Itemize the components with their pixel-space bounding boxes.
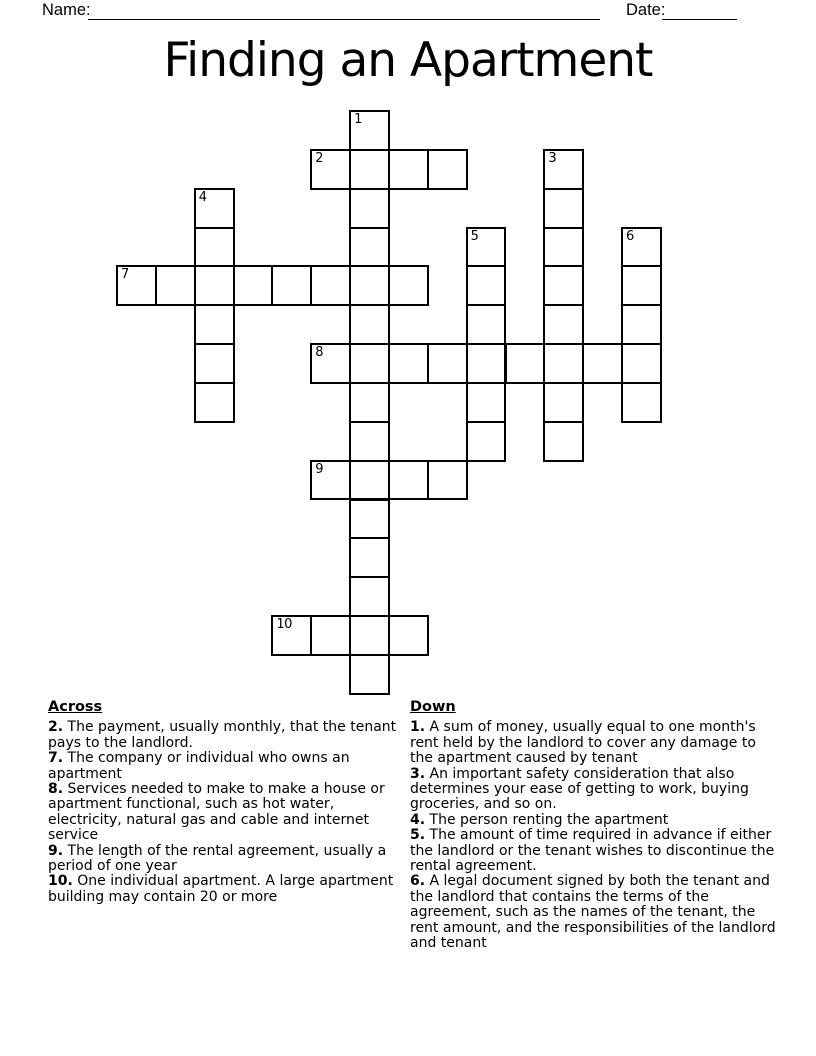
- cell-number: 3: [548, 150, 557, 166]
- grid-cell[interactable]: [349, 304, 390, 345]
- grid-cell[interactable]: [349, 576, 390, 617]
- grid-cell[interactable]: [543, 265, 584, 306]
- clue-number: 10.: [48, 873, 73, 890]
- grid-cell[interactable]: [349, 265, 390, 306]
- across-heading: Across: [48, 699, 103, 715]
- grid-cell[interactable]: [349, 537, 390, 578]
- grid-cell[interactable]: [543, 304, 584, 345]
- grid-cell[interactable]: [349, 499, 390, 540]
- across-list: [48, 720, 406, 905]
- clue-across-2: 2. The payment, usually monthly, that the tenant pays to the landlord.: [48, 719, 397, 751]
- grid-cell[interactable]: [349, 188, 390, 229]
- clue-number: 3.: [410, 765, 426, 782]
- grid-cell[interactable]: [271, 265, 312, 306]
- grid-cell[interactable]: [310, 343, 351, 384]
- grid-cell[interactable]: [621, 227, 662, 268]
- grid-cell[interactable]: [388, 343, 429, 384]
- cell-number: 2: [315, 150, 324, 166]
- clue-down-3: 3. An important safety consideration that also determines your ease of getting to work, buying groceries, and so on.: [410, 765, 749, 813]
- clue-number: 2.: [48, 719, 64, 736]
- grid-cell[interactable]: [388, 615, 429, 656]
- grid-cell[interactable]: [349, 343, 390, 384]
- grid-cell[interactable]: [427, 149, 468, 190]
- grid-cell[interactable]: [543, 188, 584, 229]
- cell-number: 1: [354, 112, 362, 127]
- clue-down-1: 1. A sum of money, usually equal to one month's rent held by the landlord to cover any damage to the apartment caused by tenant: [410, 719, 756, 767]
- clue-number: 7.: [48, 750, 64, 767]
- grid-cell[interactable]: [427, 460, 468, 501]
- grid-cell[interactable]: [466, 265, 507, 306]
- grid-cell[interactable]: [271, 615, 312, 656]
- grid-cell[interactable]: [543, 382, 584, 423]
- clue-number: 5.: [410, 827, 426, 844]
- grid-cell[interactable]: [466, 227, 507, 268]
- grid-cell[interactable]: [349, 110, 390, 151]
- grid-cell[interactable]: [543, 227, 584, 268]
- grid-cell[interactable]: [194, 227, 235, 268]
- name-label: Name:: [42, 1, 91, 19]
- grid-cell[interactable]: [310, 460, 351, 501]
- grid-cell[interactable]: [621, 343, 662, 384]
- grid-cell[interactable]: [155, 265, 196, 306]
- clue-number: 1.: [410, 719, 426, 736]
- clue-number: 8.: [48, 781, 64, 798]
- grid-cell[interactable]: [310, 615, 351, 656]
- cell-number: 4: [198, 189, 207, 205]
- grid-cell[interactable]: [194, 304, 235, 345]
- grid-cell[interactable]: [621, 382, 662, 423]
- clue-down-5: 5. The amount of time required in advance if either the landlord or the tenant wishes to discontinue the rental agreement.: [410, 827, 775, 875]
- grid-cell[interactable]: [349, 149, 390, 190]
- grid-cell[interactable]: [543, 149, 584, 190]
- date-input-line[interactable]: [662, 2, 737, 20]
- clue-across-7: 7. The company or individual who owns an apartment: [48, 750, 350, 782]
- grid-cell[interactable]: [388, 460, 429, 501]
- grid-cell[interactable]: [466, 382, 507, 423]
- grid-cell[interactable]: [349, 460, 390, 501]
- grid-cell[interactable]: [466, 343, 507, 384]
- down-list: [410, 720, 776, 951]
- grid-cell[interactable]: [349, 382, 390, 423]
- clue-across-10: 10. One individual apartment. A large apartment building may contain 20 or more: [48, 873, 394, 905]
- grid-cell[interactable]: [194, 343, 235, 384]
- grid-cell[interactable]: [233, 265, 274, 306]
- cell-number: 9: [315, 461, 324, 477]
- cell-number: 5: [470, 228, 479, 244]
- clue-across-8: 8. Services needed to make to make a house or apartment functional, such as hot water, electricity, natural gas and cable and internet service: [48, 781, 385, 844]
- grid-cell[interactable]: [582, 343, 623, 384]
- down-heading: Down: [410, 699, 456, 715]
- grid-cell[interactable]: [543, 343, 584, 384]
- grid-cell[interactable]: [310, 265, 351, 306]
- grid-cell[interactable]: [388, 265, 429, 306]
- cell-number: 6: [626, 228, 634, 244]
- grid-cell[interactable]: [543, 421, 584, 462]
- grid-cell[interactable]: [194, 382, 235, 423]
- date-label: Date:: [626, 1, 666, 19]
- grid-cell[interactable]: [349, 615, 390, 656]
- cell-number: 7: [121, 267, 129, 283]
- down-clues-section: [410, 700, 776, 952]
- grid-cell[interactable]: [194, 265, 235, 306]
- grid-cell[interactable]: [116, 265, 157, 306]
- grid-cell[interactable]: [349, 421, 390, 462]
- clue-number: 4.: [410, 811, 426, 828]
- cell-number: 10: [276, 617, 292, 633]
- grid-cell[interactable]: [621, 265, 662, 306]
- grid-cell[interactable]: [194, 188, 235, 229]
- clue-down-4: 4. The person renting the apartment: [410, 811, 669, 828]
- grid-cell[interactable]: [388, 149, 429, 190]
- page-title: Finding an Apartment: [163, 33, 653, 88]
- name-input-line[interactable]: [88, 2, 600, 20]
- grid-cell[interactable]: [466, 421, 507, 462]
- grid-cell[interactable]: [349, 227, 390, 268]
- grid-cell[interactable]: [466, 304, 507, 345]
- grid-cell[interactable]: [349, 654, 390, 695]
- clue-number: 9.: [48, 842, 64, 859]
- grid-cell[interactable]: [310, 149, 351, 190]
- clue-number: 6.: [410, 873, 426, 890]
- grid-cell[interactable]: [621, 304, 662, 345]
- cell-number: 8: [315, 345, 324, 361]
- grid-cell[interactable]: [505, 343, 546, 384]
- clue-down-6: 6. A legal document signed by both the tenant and the landlord that contains the terms of the agreement, such as the names of the tenant, the rent amount, and the responsibilities of the landlord and tenant: [410, 873, 776, 952]
- clue-across-9: 9. The length of the rental agreement, usually a period of one year: [48, 842, 387, 875]
- grid-cell[interactable]: [427, 343, 468, 384]
- across-clues-section: [48, 700, 406, 905]
